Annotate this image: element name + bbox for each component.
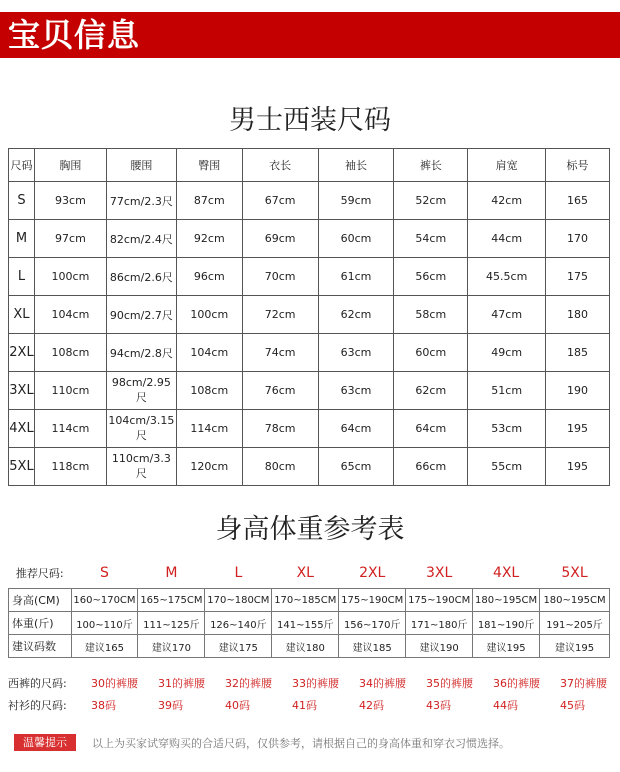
table-row: [9, 635, 610, 658]
measurement-cell: 90cm/2.7尺: [106, 296, 176, 334]
reference-cell: 建议165: [71, 635, 138, 658]
shirts-size-value: 41码: [292, 699, 317, 712]
reference-cell: 156~170斤: [339, 612, 406, 635]
measurement-cell: 77cm/2.3尺: [106, 182, 176, 220]
measurement-cell: 86cm/2.6尺: [106, 258, 176, 296]
size-chart-title: 男士西装尺码: [229, 105, 391, 136]
size-chart-header-cell: 裤长: [394, 149, 468, 182]
measurement-cell: 67cm: [242, 182, 318, 220]
measurement-cell: 96cm: [176, 258, 242, 296]
measurement-cell: 114cm: [176, 410, 242, 448]
measurement-cell: 104cm: [34, 296, 106, 334]
size-label-cell: L: [9, 258, 35, 296]
measurement-cell: 170: [546, 220, 610, 258]
reference-cell: 141~155斤: [272, 612, 339, 635]
reference-cell: 建议170: [138, 635, 205, 658]
reference-cell: 171~180斤: [406, 612, 473, 635]
measurement-cell: 80cm: [242, 448, 318, 486]
pants-size-value: 34的裤腰: [359, 677, 406, 690]
measurement-cell: 66cm: [394, 448, 468, 486]
reference-cell: 建议185: [339, 635, 406, 658]
measurement-cell: 47cm: [468, 296, 546, 334]
recommended-size: S: [100, 565, 109, 581]
pants-size-value: 32的裤腰: [225, 677, 272, 690]
reference-cell: 126~140斤: [205, 612, 272, 635]
measurement-cell: 110cm/3.3尺: [106, 448, 176, 486]
measurement-cell: 97cm: [34, 220, 106, 258]
shirts-size-value: 43码: [426, 699, 451, 712]
tip-badge: 温馨提示: [14, 734, 76, 751]
table-row: [9, 410, 610, 448]
measurement-cell: 175: [546, 258, 610, 296]
recommended-size-label: 推荐尺码:: [15, 567, 64, 580]
measurement-cell: 195: [546, 448, 610, 486]
size-label-cell: 5XL: [9, 448, 35, 486]
measurement-cell: 42cm: [468, 182, 546, 220]
pants-size-value: 31的裤腰: [158, 677, 205, 690]
pants-size-value: 35的裤腰: [426, 677, 473, 690]
measurement-cell: 104cm/3.15尺: [106, 410, 176, 448]
measurement-cell: 195: [546, 410, 610, 448]
reference-cell: 181~190斤: [473, 612, 540, 635]
recommended-size: L: [234, 565, 243, 581]
reference-row-label: 体重(斤): [9, 612, 72, 635]
measurement-cell: 70cm: [242, 258, 318, 296]
reference-cell: 175~190CM: [339, 589, 406, 612]
measurement-cell: 53cm: [468, 410, 546, 448]
banner-title: 宝贝信息: [8, 16, 141, 54]
measurement-cell: 108cm: [34, 334, 106, 372]
measurement-cell: 100cm: [34, 258, 106, 296]
table-row: [9, 612, 610, 635]
reference-size-row: [9, 558, 610, 589]
measurement-cell: 45.5cm: [468, 258, 546, 296]
measurement-cell: 49cm: [468, 334, 546, 372]
size-chart-header-row: [9, 149, 610, 182]
shirts-size-value: 38码: [91, 699, 116, 712]
reference-cell: 100~110斤: [71, 612, 138, 635]
pants-size-value: 37的裤腰: [560, 677, 607, 690]
reference-table: [8, 558, 610, 658]
measurement-cell: 165: [546, 182, 610, 220]
size-chart-table: [8, 148, 610, 486]
table-row: [9, 448, 610, 486]
table-row: [9, 372, 610, 410]
measurement-cell: 62cm: [394, 372, 468, 410]
table-row: [9, 296, 610, 334]
size-label-cell: 3XL: [9, 372, 35, 410]
measurement-cell: 58cm: [394, 296, 468, 334]
pants-size-value: 33的裤腰: [292, 677, 339, 690]
reference-cell: 180~195CM: [473, 589, 540, 612]
measurement-cell: 120cm: [176, 448, 242, 486]
recommended-size: 4XL: [492, 565, 520, 581]
reference-title: 身高体重参考表: [215, 514, 405, 545]
measurement-cell: 190: [546, 372, 610, 410]
measurement-cell: 93cm: [34, 182, 106, 220]
shirts-size-value: 45码: [560, 699, 585, 712]
recommended-size: 2XL: [359, 565, 386, 581]
reference-cell: 191~205斤: [540, 612, 610, 635]
reference-cell: 160~170CM: [71, 589, 138, 612]
measurement-cell: 55cm: [468, 448, 546, 486]
measurement-cell: 61cm: [318, 258, 394, 296]
reference-row-label: 建议码数: [9, 635, 72, 658]
tip-text: 以上为买家试穿购买的合适尺码，仅供参考，请根据自己的身高体重和穿衣习惯选择。: [92, 737, 510, 750]
size-label-cell: 4XL: [9, 410, 35, 448]
measurement-cell: 74cm: [242, 334, 318, 372]
reference-cell: 170~185CM: [272, 589, 339, 612]
shirts-size-label: 衬衫的尺码:: [8, 699, 67, 712]
reference-cell: 165~175CM: [138, 589, 205, 612]
table-row: [9, 182, 610, 220]
measurement-cell: 60cm: [394, 334, 468, 372]
shirts-size-value: 40码: [225, 699, 250, 712]
measurement-cell: 63cm: [318, 334, 394, 372]
table-row: [9, 334, 610, 372]
table-row: [9, 258, 610, 296]
table-row: [9, 589, 610, 612]
table-row: [9, 220, 610, 258]
measurement-cell: 63cm: [318, 372, 394, 410]
size-chart-header-cell: 标号: [546, 149, 610, 182]
measurement-cell: 110cm: [34, 372, 106, 410]
size-chart-header-cell: 袖长: [318, 149, 394, 182]
measurement-cell: 65cm: [318, 448, 394, 486]
size-chart-header-cell: 臀围: [176, 149, 242, 182]
recommended-size: XL: [296, 565, 314, 581]
header-banner: [0, 12, 620, 58]
reference-cell: 建议195: [473, 635, 540, 658]
size-chart-header-cell: 胸围: [34, 149, 106, 182]
measurement-cell: 114cm: [34, 410, 106, 448]
measurement-cell: 92cm: [176, 220, 242, 258]
pants-size-value: 30的裤腰: [91, 677, 138, 690]
measurement-cell: 180: [546, 296, 610, 334]
size-label-cell: M: [9, 220, 35, 258]
measurement-cell: 118cm: [34, 448, 106, 486]
measurement-cell: 51cm: [468, 372, 546, 410]
size-chart-header-cell: 衣长: [242, 149, 318, 182]
measurement-cell: 69cm: [242, 220, 318, 258]
reference-cell: 建议190: [406, 635, 473, 658]
shirts-size-value: 39码: [158, 699, 183, 712]
measurement-cell: 44cm: [468, 220, 546, 258]
recommended-size: 3XL: [426, 565, 453, 581]
pants-size-value: 36的裤腰: [493, 677, 540, 690]
measurement-cell: 72cm: [242, 296, 318, 334]
measurement-cell: 59cm: [318, 182, 394, 220]
size-label-cell: 2XL: [9, 334, 35, 372]
shirts-size-value: 44码: [493, 699, 518, 712]
size-label-cell: XL: [9, 296, 35, 334]
size-chart-header-cell: 肩宽: [468, 149, 546, 182]
reference-cell: 建议180: [272, 635, 339, 658]
reference-cell: 建议175: [205, 635, 272, 658]
reference-cell: 111~125斤: [138, 612, 205, 635]
measurement-cell: 98cm/2.95尺: [106, 372, 176, 410]
measurement-cell: 100cm: [176, 296, 242, 334]
measurement-cell: 78cm: [242, 410, 318, 448]
measurement-cell: 185: [546, 334, 610, 372]
measurement-cell: 56cm: [394, 258, 468, 296]
measurement-cell: 82cm/2.4尺: [106, 220, 176, 258]
measurement-cell: 108cm: [176, 372, 242, 410]
measurement-cell: 87cm: [176, 182, 242, 220]
size-chart-header-cell: 尺码: [9, 149, 35, 182]
pants-size-label: 西裤的尺码:: [8, 677, 67, 690]
measurement-cell: 76cm: [242, 372, 318, 410]
measurement-cell: 64cm: [394, 410, 468, 448]
reference-row-label: 身高(CM): [9, 589, 72, 612]
measurement-cell: 62cm: [318, 296, 394, 334]
measurement-cell: 52cm: [394, 182, 468, 220]
recommended-size: M: [165, 565, 178, 581]
reference-cell: 建议195: [540, 635, 610, 658]
size-label-cell: S: [9, 182, 35, 220]
reference-cell: 170~180CM: [205, 589, 272, 612]
measurement-cell: 54cm: [394, 220, 468, 258]
measurement-cell: 104cm: [176, 334, 242, 372]
measurement-cell: 94cm/2.8尺: [106, 334, 176, 372]
reference-cell: 175~190CM: [406, 589, 473, 612]
reference-cell: 180~195CM: [540, 589, 610, 612]
measurement-cell: 64cm: [318, 410, 394, 448]
size-chart-header-cell: 腰围: [106, 149, 176, 182]
recommended-size: 5XL: [561, 565, 588, 581]
measurement-cell: 60cm: [318, 220, 394, 258]
shirts-size-value: 42码: [359, 699, 384, 712]
